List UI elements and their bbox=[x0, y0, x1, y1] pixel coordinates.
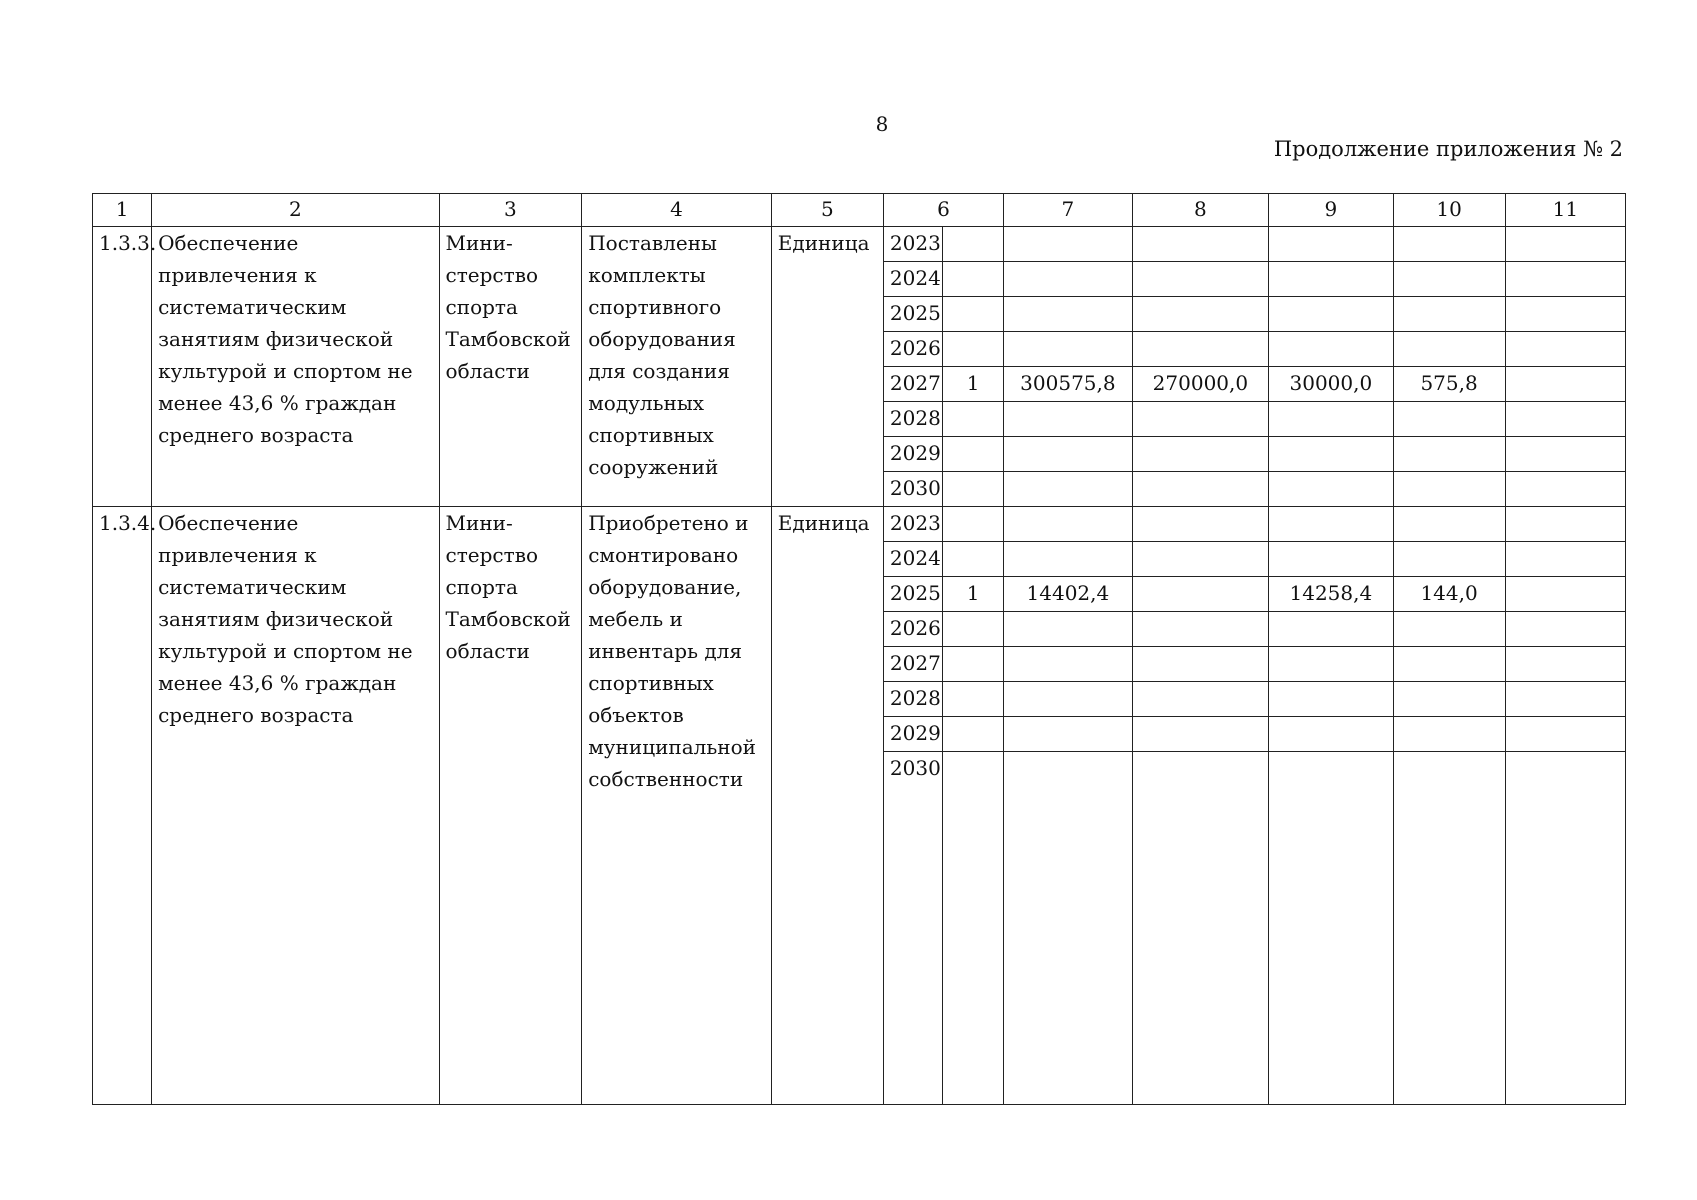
amount-col-11 bbox=[1505, 577, 1625, 612]
indicator-value bbox=[943, 752, 1004, 1105]
amount-col-9 bbox=[1269, 682, 1393, 717]
amount-col-11 bbox=[1505, 542, 1625, 577]
amount-total bbox=[1004, 612, 1132, 647]
amount-col-8 bbox=[1132, 752, 1269, 1105]
amount-col-10 bbox=[1393, 507, 1505, 542]
amount-total bbox=[1004, 717, 1132, 752]
amount-col-11 bbox=[1505, 507, 1625, 542]
amount-col-9 bbox=[1269, 542, 1393, 577]
amount-col-11 bbox=[1505, 227, 1625, 262]
amount-col-10 bbox=[1393, 612, 1505, 647]
amount-col-9 bbox=[1269, 437, 1393, 472]
column-header: 1 bbox=[93, 194, 152, 227]
amount-col-8 bbox=[1132, 612, 1269, 647]
amount-col-8 bbox=[1132, 577, 1269, 612]
column-header: 7 bbox=[1004, 194, 1132, 227]
amount-col-10 bbox=[1393, 262, 1505, 297]
year-cell: 2025 bbox=[883, 297, 942, 332]
amount-col-11 bbox=[1505, 402, 1625, 437]
amount-total bbox=[1004, 472, 1132, 507]
indicator-value bbox=[943, 647, 1004, 682]
amount-col-8 bbox=[1132, 542, 1269, 577]
amount-total: 14402,4 bbox=[1004, 577, 1132, 612]
item-executor: Мини-стерство спорта Тамбовской области bbox=[439, 507, 582, 1105]
indicator-value: 1 bbox=[943, 367, 1004, 402]
column-header: 6 bbox=[883, 194, 1003, 227]
amount-col-9 bbox=[1269, 297, 1393, 332]
appendix-note: Продолжение приложения № 2 bbox=[1273, 137, 1623, 161]
amount-col-10 bbox=[1393, 717, 1505, 752]
amount-total bbox=[1004, 507, 1132, 542]
amount-col-11 bbox=[1505, 437, 1625, 472]
amount-total bbox=[1004, 402, 1132, 437]
amount-total bbox=[1004, 437, 1132, 472]
amount-total: 300575,8 bbox=[1004, 367, 1132, 402]
column-header: 2 bbox=[152, 194, 439, 227]
amount-col-11 bbox=[1505, 752, 1625, 1105]
year-cell: 2027 bbox=[883, 647, 942, 682]
amount-col-9 bbox=[1269, 227, 1393, 262]
amount-col-8 bbox=[1132, 647, 1269, 682]
item-result: Поставлены комплекты спортивного оборудования для создания модульных спортивных сооружений bbox=[582, 227, 772, 507]
year-cell: 2027 bbox=[883, 367, 942, 402]
amount-col-10: 575,8 bbox=[1393, 367, 1505, 402]
column-number-row bbox=[93, 194, 1626, 227]
amount-col-10 bbox=[1393, 297, 1505, 332]
year-cell: 2026 bbox=[883, 612, 942, 647]
amount-col-9 bbox=[1269, 752, 1393, 1105]
amount-col-8 bbox=[1132, 472, 1269, 507]
amount-col-9: 30000,0 bbox=[1269, 367, 1393, 402]
indicator-value bbox=[943, 542, 1004, 577]
amount-col-11 bbox=[1505, 612, 1625, 647]
amount-col-9 bbox=[1269, 717, 1393, 752]
year-cell: 2025 bbox=[883, 577, 942, 612]
amount-col-8 bbox=[1132, 507, 1269, 542]
column-header: 10 bbox=[1393, 194, 1505, 227]
amount-col-8: 270000,0 bbox=[1132, 367, 1269, 402]
amount-col-10 bbox=[1393, 402, 1505, 437]
year-cell: 2024 bbox=[883, 262, 942, 297]
item-name: Обеспечение привлечения к систематическим занятиям физической культурой и спортом не менее 43,6 % граждан среднего возраста bbox=[152, 227, 439, 507]
amount-col-11 bbox=[1505, 717, 1625, 752]
table-row bbox=[93, 507, 1626, 542]
amount-col-9 bbox=[1269, 472, 1393, 507]
amount-total bbox=[1004, 262, 1132, 297]
indicator-value bbox=[943, 297, 1004, 332]
amount-total bbox=[1004, 332, 1132, 367]
amount-col-10 bbox=[1393, 647, 1505, 682]
amount-col-8 bbox=[1132, 717, 1269, 752]
indicator-value bbox=[943, 612, 1004, 647]
item-code: 1.3.4. bbox=[93, 507, 152, 1105]
item-unit: Единица bbox=[771, 227, 883, 507]
amount-col-10 bbox=[1393, 682, 1505, 717]
amount-col-9 bbox=[1269, 507, 1393, 542]
year-cell: 2023 bbox=[883, 227, 942, 262]
year-cell: 2028 bbox=[883, 682, 942, 717]
amount-total bbox=[1004, 297, 1132, 332]
item-code: 1.3.3. bbox=[93, 227, 152, 507]
column-header: 3 bbox=[439, 194, 582, 227]
year-cell: 2023 bbox=[883, 507, 942, 542]
indicator-value bbox=[943, 472, 1004, 507]
table-row bbox=[93, 227, 1626, 262]
amount-col-11 bbox=[1505, 367, 1625, 402]
amount-total bbox=[1004, 647, 1132, 682]
amount-col-10 bbox=[1393, 332, 1505, 367]
indicator-value bbox=[943, 682, 1004, 717]
amount-col-8 bbox=[1132, 262, 1269, 297]
amount-col-11 bbox=[1505, 332, 1625, 367]
year-cell: 2029 bbox=[883, 717, 942, 752]
year-cell: 2026 bbox=[883, 332, 942, 367]
indicator-value bbox=[943, 227, 1004, 262]
amount-col-9 bbox=[1269, 332, 1393, 367]
column-header: 9 bbox=[1269, 194, 1393, 227]
amount-col-8 bbox=[1132, 227, 1269, 262]
amount-col-10 bbox=[1393, 437, 1505, 472]
indicator-value: 1 bbox=[943, 577, 1004, 612]
amount-col-11 bbox=[1505, 682, 1625, 717]
column-header: 8 bbox=[1132, 194, 1269, 227]
amount-col-10: 144,0 bbox=[1393, 577, 1505, 612]
year-cell: 2030 bbox=[883, 752, 942, 1105]
amount-col-9: 14258,4 bbox=[1269, 577, 1393, 612]
item-unit: Единица bbox=[771, 507, 883, 1105]
indicator-value bbox=[943, 332, 1004, 367]
year-cell: 2028 bbox=[883, 402, 942, 437]
column-header: 4 bbox=[582, 194, 772, 227]
column-header: 5 bbox=[771, 194, 883, 227]
indicator-value bbox=[943, 262, 1004, 297]
indicator-value bbox=[943, 717, 1004, 752]
amount-col-11 bbox=[1505, 262, 1625, 297]
page-number: 8 bbox=[875, 112, 889, 136]
amount-col-8 bbox=[1132, 297, 1269, 332]
amount-col-8 bbox=[1132, 332, 1269, 367]
amount-col-11 bbox=[1505, 647, 1625, 682]
amount-col-8 bbox=[1132, 682, 1269, 717]
indicator-value bbox=[943, 437, 1004, 472]
amount-col-8 bbox=[1132, 437, 1269, 472]
plan-table bbox=[92, 193, 1626, 1105]
amount-col-9 bbox=[1269, 612, 1393, 647]
amount-total bbox=[1004, 227, 1132, 262]
column-header: 11 bbox=[1505, 194, 1625, 227]
amount-col-10 bbox=[1393, 752, 1505, 1105]
item-name: Обеспечение привлечения к систематическим занятиям физической культурой и спортом не менее 43,6 % граждан среднего возраста bbox=[152, 507, 439, 1105]
amount-col-10 bbox=[1393, 472, 1505, 507]
amount-col-10 bbox=[1393, 542, 1505, 577]
amount-col-11 bbox=[1505, 297, 1625, 332]
amount-col-11 bbox=[1505, 472, 1625, 507]
amount-col-10 bbox=[1393, 227, 1505, 262]
year-cell: 2029 bbox=[883, 437, 942, 472]
indicator-value bbox=[943, 402, 1004, 437]
amount-col-8 bbox=[1132, 402, 1269, 437]
item-result: Приобретено и смонтировано оборудование, мебель и инвентарь для спортивных объектов муниципальной собственности bbox=[582, 507, 772, 1105]
amount-total bbox=[1004, 752, 1132, 1105]
amount-total bbox=[1004, 542, 1132, 577]
amount-total bbox=[1004, 682, 1132, 717]
amount-col-9 bbox=[1269, 402, 1393, 437]
item-executor: Мини-стерство спорта Тамбовской области bbox=[439, 227, 582, 507]
amount-col-9 bbox=[1269, 647, 1393, 682]
amount-col-9 bbox=[1269, 262, 1393, 297]
year-cell: 2024 bbox=[883, 542, 942, 577]
indicator-value bbox=[943, 507, 1004, 542]
year-cell: 2030 bbox=[883, 472, 942, 507]
